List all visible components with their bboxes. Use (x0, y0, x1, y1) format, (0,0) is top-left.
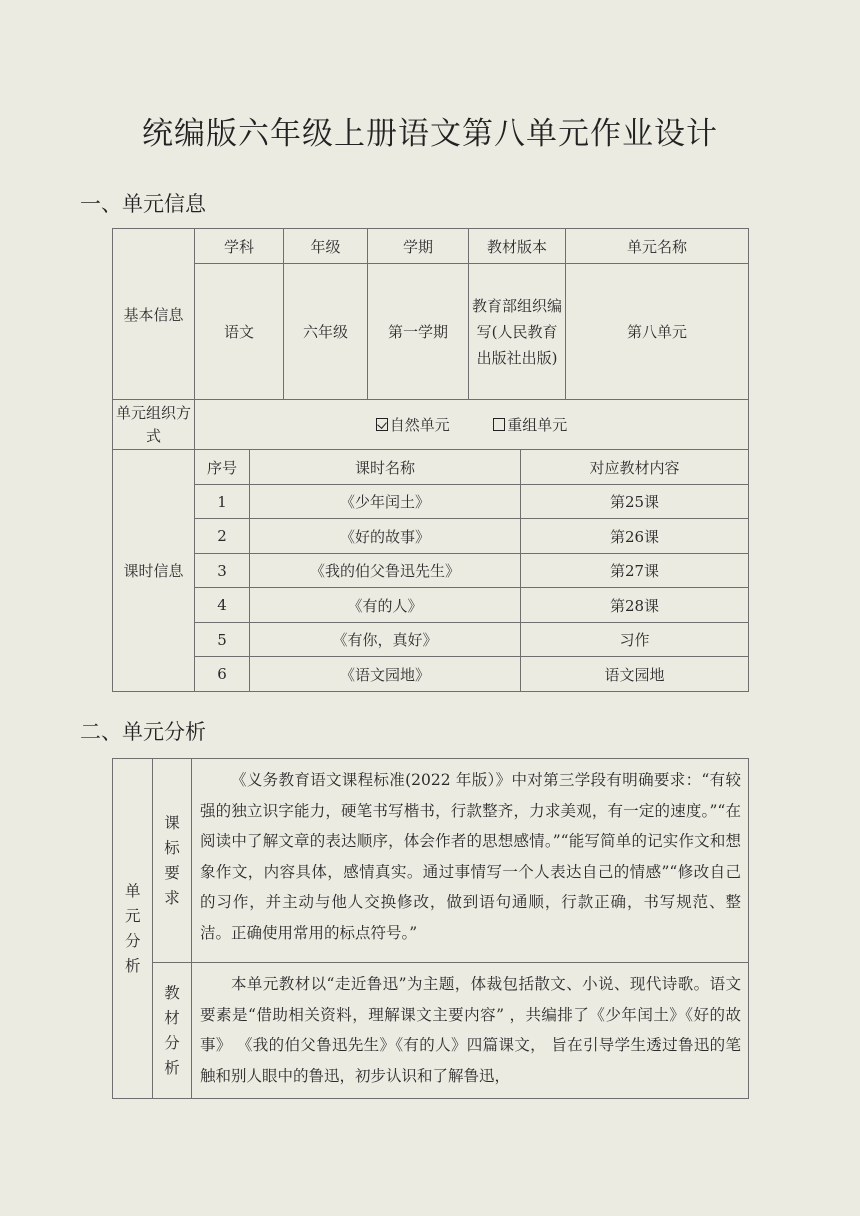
table-row (113, 554, 749, 588)
organization-options (195, 400, 749, 450)
table-row (113, 623, 749, 657)
unit-analysis-table (112, 758, 749, 1099)
header-textbook-content: 对应教材内容 (521, 450, 749, 485)
value-subject: 语文 (195, 264, 284, 400)
table-row (113, 485, 749, 519)
header-lesson-name: 课时名称 (250, 450, 521, 485)
table-row (113, 588, 749, 623)
lesson-number: 5 (195, 623, 250, 657)
lesson-content: 语文园地 (521, 657, 749, 692)
natural-unit-option[interactable]: 自然单元 (376, 416, 450, 434)
lesson-content: 第26课 (521, 519, 749, 554)
curriculum-requirements-text: 《义务教育语文课程标准(2022 年版）》中对第三学段有明确要求：“有较强的独立识字能力，硬笔书写楷书，行款整齐，力求美观，有一定的速度。”“在阅读中了解文章的表达顺序，体会作者的思想感情。”“能写简单的记实作文和想象作文，内容具体，感情真实。通过事情写一个人表达自己的情感”“修改自己的习作，并主动与他人交换修改，做到语句通顺，行款正确，书写规范、整洁。正确使用常用的标点符号。” (192, 759, 749, 963)
lesson-number: 6 (195, 657, 250, 692)
lesson-name: 《语文园地》 (250, 657, 521, 692)
value-unit-name: 第八单元 (566, 264, 749, 400)
lesson-name: 《有的人》 (250, 588, 521, 623)
section-heading-unit-analysis: 二、单元分析 (80, 720, 206, 744)
header-grade: 年级 (284, 229, 368, 264)
organization-label: 单元组织方式 (113, 400, 195, 450)
lesson-number: 1 (195, 485, 250, 519)
lesson-name: 《有你，真好》 (250, 623, 521, 657)
lesson-name: 《我的伯父鲁迅先生》 (250, 554, 521, 588)
lesson-content: 第27课 (521, 554, 749, 588)
table-row (113, 657, 749, 692)
curriculum-requirements-label: 课标要求 (153, 759, 192, 963)
header-unit-name: 单元名称 (566, 229, 749, 264)
basic-info-label: 基本信息 (113, 229, 195, 400)
value-textbook-version: 教育部组织编写(人民教育出版社出版) (469, 264, 566, 400)
header-subject: 学科 (195, 229, 284, 264)
unchecked-box-icon (493, 418, 505, 431)
lesson-name: 《少年闰土》 (250, 485, 521, 519)
regrouped-unit-option[interactable]: 重组单元 (493, 416, 567, 434)
table-row (113, 519, 749, 554)
lesson-content: 习作 (521, 623, 749, 657)
page-title: 统编版六年级上册语文第八单元作业设计 (142, 116, 718, 152)
value-grade: 六年级 (284, 264, 368, 400)
checked-box-icon (376, 418, 388, 431)
lesson-number: 2 (195, 519, 250, 554)
header-semester: 学期 (368, 229, 469, 264)
header-textbook-version: 教材版本 (469, 229, 566, 264)
section-heading-unit-info: 一、单元信息 (80, 192, 206, 216)
textbook-analysis-text: 本单元教材以“走近鲁迅”为主题，体裁包括散文、小说、现代诗歌。语文要素是“借助相关资料，理解课文主要内容” ，共编排了《少年闰土》《好的故事》 《我的伯父鲁迅先生》《有的人》四篇课文， 旨在引导学生透过鲁迅的笔触和别人眼中的鲁迅，初步认识和了解鲁迅， (192, 963, 749, 1099)
unit-info-table (112, 228, 749, 692)
lesson-info-label: 课时信息 (113, 450, 195, 692)
lesson-name: 《好的故事》 (250, 519, 521, 554)
textbook-analysis-label: 教材分析 (153, 963, 192, 1099)
lesson-content: 第25课 (521, 485, 749, 519)
unit-analysis-label: 单元分析 (113, 759, 153, 1099)
lesson-number: 4 (195, 588, 250, 623)
header-number: 序号 (195, 450, 250, 485)
lesson-content: 第28课 (521, 588, 749, 623)
lesson-number: 3 (195, 554, 250, 588)
value-semester: 第一学期 (368, 264, 469, 400)
